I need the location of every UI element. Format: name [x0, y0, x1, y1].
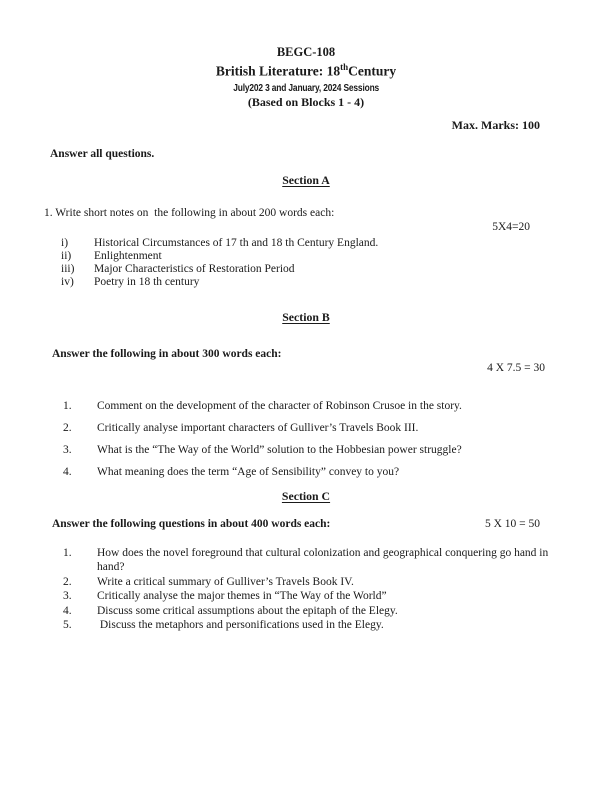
list-item-text: What is the “The Way of the World” solution to the Hobbesian power struggle? [97, 443, 462, 456]
max-marks: Max. Marks: 100 [451, 117, 540, 132]
list-item [63, 575, 612, 590]
list-item [63, 465, 612, 479]
list-item-label: i) [61, 236, 69, 249]
section-b-list [63, 399, 612, 479]
course-code: BEGC-108 [276, 45, 336, 59]
list-item [63, 399, 612, 413]
blocks-note: (Based on Blocks 1 - 4) [247, 94, 365, 109]
list-item-label: 4. [63, 604, 72, 617]
section-a-marks: 5X4=20 [492, 220, 530, 233]
list-item [63, 589, 612, 604]
section-c-intro: Answer the following questions in about 400 words each: [52, 517, 331, 530]
list-item [61, 263, 612, 276]
list-item [63, 618, 612, 633]
section-c-intro-row [0, 517, 612, 531]
list-item-text: Write a critical summary of Gulliver’s Travels Book IV. [97, 575, 354, 588]
section-c-marks: 5 X 10 = 50 [484, 517, 540, 530]
list-item-label: 2. [63, 575, 72, 588]
list-item-label: 3. [63, 590, 72, 602]
sessions-text: July202 3 and January, 2024 Sessions [233, 81, 379, 94]
section-b-marks: 4 X 7.5 = 30 [487, 361, 545, 374]
list-item [63, 546, 612, 575]
list-item-text: How does the novel foreground that cultural colonization and geographical conquering go hand in hand? [97, 546, 552, 573]
list-item-label: iii) [61, 262, 75, 275]
list-item [61, 237, 612, 250]
paper-title-suffix: Century [348, 63, 397, 79]
paper-title-prefix: British Literature: 18 [215, 63, 341, 79]
sessions-line [0, 80, 612, 95]
general-instruction: Answer all questions. [50, 147, 155, 160]
section-a-intro: 1. Write short notes on the following in about 200 words each: [44, 206, 335, 219]
list-item-text: What meaning does the term “Age of Sensibility” convey to you? [97, 465, 400, 478]
section-c-list [63, 546, 612, 633]
list-item-label: 3. [63, 443, 72, 456]
section-c-heading: Section C [281, 488, 331, 503]
list-item-label: 1. [63, 399, 72, 412]
list-item-text: Major Characteristics of Restoration Period [94, 262, 295, 275]
list-item [63, 604, 612, 619]
list-item-text: Poetry in 18 th century [94, 275, 200, 288]
list-item-label: 4. [63, 465, 72, 478]
list-item-text: Critically analyse important characters of Gulliver’s Travels Book III. [97, 421, 419, 434]
paper-title-superscript: th [340, 62, 349, 72]
section-b-heading: Section B [282, 309, 330, 324]
list-item-text: Critically analyse the major themes in “The Way of the World” [97, 590, 387, 602]
section-a-list [61, 237, 612, 289]
list-item [63, 443, 612, 457]
section-b-intro: Answer the following in about 300 words each: [52, 347, 282, 360]
list-item-text: Enlightenment [94, 249, 162, 262]
paper-header [0, 0, 612, 109]
list-item-text: Comment on the development of the character of Robinson Crusoe in the story. [97, 399, 462, 412]
list-item-text: Discuss the metaphors and personifications used in the Elegy. [97, 619, 384, 631]
section-a-heading: Section A [282, 172, 330, 187]
list-item [63, 421, 612, 435]
list-item-text: Historical Circumstances of 17 th and 18 th Century England. [94, 236, 379, 249]
paper-title [0, 59, 612, 80]
list-item-label: iv) [61, 275, 74, 288]
list-item-label: 2. [63, 421, 72, 434]
list-item [61, 276, 612, 289]
list-item-label: 1. [63, 546, 72, 559]
list-item [61, 250, 612, 263]
list-item-label: 5. [63, 619, 72, 631]
list-item-text: Discuss some critical assumptions about the epitaph of the Elegy. [97, 604, 398, 617]
list-item-label: ii) [61, 249, 72, 262]
